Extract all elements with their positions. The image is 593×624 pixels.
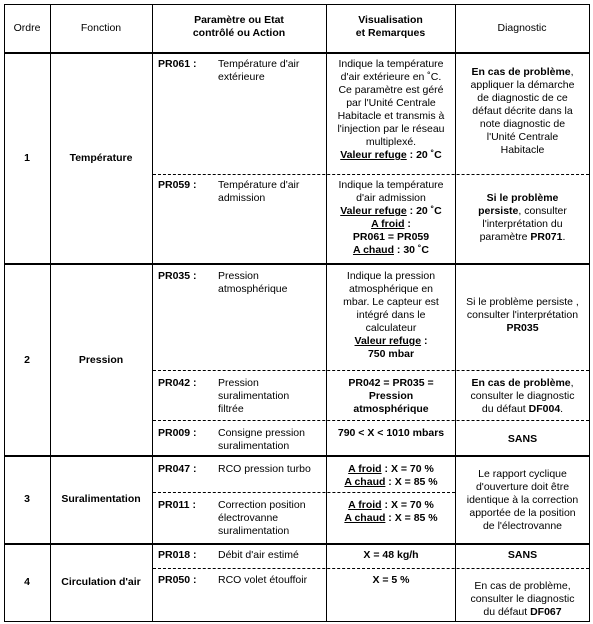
header-ordre: Ordre [13, 22, 41, 34]
vis-pr061: Indique la température d'air extérieure en ˚C. Ce paramètre est géré par l'Unité Centrale Habitacle et transmis à l'injection par le réseau multiplexé. Valeur refuge : 20 ˚C [337, 58, 445, 161]
diag-pr042: En cas de problème, consulter le diagnostic du défaut DF004. [470, 377, 575, 415]
param-label-pr059: Température d'air admission [218, 179, 300, 204]
ordre-4: 4 [24, 576, 30, 588]
param-code-pr061: PR061 : [158, 58, 197, 70]
param-label-pr011: Correction position électrovanne suralimentation [218, 499, 306, 537]
ordre-1: 1 [24, 152, 30, 164]
param-label-pr042: Pression suralimentation filtrée [218, 377, 290, 415]
header-parametre: Paramètre ou Etat contrôlé ou Action [192, 14, 286, 39]
diag-pr009: SANS [507, 433, 538, 445]
param-label-pr018: Débit d'air estimé [218, 549, 299, 561]
vis-pr047: A froid : X = 70 % A chaud : X = 85 % [344, 463, 438, 488]
diag-suralimentation: Le rapport cyclique d'ouverture doit être identique à la correction apportée de la position de l'électrovanne [466, 468, 579, 532]
fonction-suralimentation: Suralimentation [61, 493, 141, 505]
ordre-3: 3 [24, 493, 30, 505]
param-label-pr047: RCO pression turbo [218, 463, 311, 475]
header-diagnostic: Diagnostic [497, 22, 547, 34]
header-visualisation: Visualisation et Remarques [355, 14, 426, 39]
vis-pr050: X = 5 % [372, 574, 410, 586]
param-label-pr050: RCO volet étouffoir [218, 574, 308, 586]
param-code-pr047: PR047 : [158, 463, 197, 475]
param-code-pr011: PR011 : [158, 499, 196, 511]
diag-pr059: Si le problème persiste, consulter l'interprétation du paramètre PR071. [478, 192, 567, 243]
param-code-pr059: PR059 : [158, 179, 197, 191]
fonction-pression: Pression [78, 354, 124, 366]
fonction-temperature: Température [69, 152, 133, 164]
param-code-pr050: PR050 : [158, 574, 197, 586]
vis-pr042: PR042 = PR035 = Pression atmosphérique [348, 377, 434, 415]
vis-pr018: X = 48 kg/h [363, 549, 419, 561]
param-code-pr009: PR009 : [158, 427, 197, 439]
param-code-pr035: PR035 : [158, 270, 197, 282]
diag-pr050: En cas de problème, consulter le diagnostic du défaut DF067 [470, 580, 575, 618]
vis-pr059: Indique la température d'air admission Valeur refuge : 20 ˚C A froid : PR061 = PR059 A chaud : 30 ˚C [338, 179, 444, 256]
fonction-circulation-air: Circulation d'air [61, 576, 141, 588]
header-fonction: Fonction [80, 22, 122, 34]
param-code-pr018: PR018 : [158, 549, 197, 561]
param-label-pr035: Pression atmosphérique [218, 270, 288, 295]
param-code-pr042: PR042 : [158, 377, 197, 389]
param-label-pr009: Consigne pression suralimentation [218, 427, 305, 452]
diag-pr061: En cas de problème, appliquer la démarche de diagnostic de ce défaut décrite dans la note diagnostic de l'Unité Centrale Habitacle [470, 66, 575, 156]
diag-pr018: SANS [507, 549, 538, 561]
vis-pr009: 790 < X < 1010 mbars [337, 427, 445, 439]
vis-pr011: A froid : X = 70 % A chaud : X = 85 % [344, 499, 438, 524]
vis-pr035: Indique la pression atmosphérique en mbar. Le capteur est intégré dans le calculateur Valeur refuge : 750 mbar [343, 270, 439, 360]
param-label-pr061: Température d'air extérieure [218, 58, 300, 83]
ordre-2: 2 [24, 354, 30, 366]
diag-pr035: Si le problème persiste , consulter l'interprétation PR035 [466, 296, 579, 334]
